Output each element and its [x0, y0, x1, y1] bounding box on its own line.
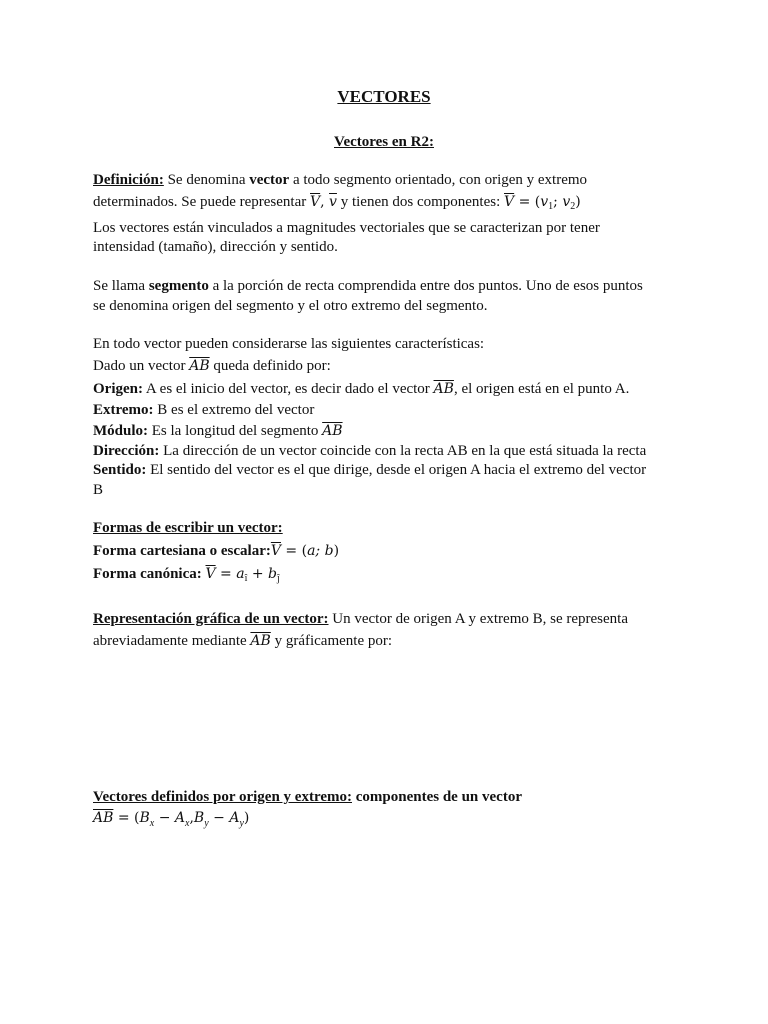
characteristics-intro: En todo vector pueden considerarse las siguientes características: — [93, 336, 485, 352]
math: = ( — [113, 810, 140, 826]
math: , — [189, 810, 194, 826]
math-A: A — [174, 810, 186, 826]
label-cartesiana: Forma cartesiana o escalar: — [93, 543, 271, 559]
math-v-bar: $\overline{v}$ — [329, 194, 337, 210]
math-v2: v — [562, 194, 571, 210]
math-AB-bar: $\overline{AB}$ — [93, 810, 114, 826]
origin-end-formula — [93, 809, 249, 829]
math-AB-bar: $\overline{AB}$ — [250, 633, 271, 649]
definition-line-1 — [93, 171, 587, 189]
text: B es el extremo del vector — [153, 402, 315, 418]
math: , — [320, 194, 330, 210]
text: queda definido por: — [209, 358, 331, 374]
characteristic-sentido-cont: B — [93, 482, 104, 498]
math: = — [215, 566, 237, 582]
text: , el origen está en el punto A. — [453, 381, 630, 397]
subscript-i: î — [244, 573, 248, 584]
math: − — [154, 810, 175, 826]
characteristic-modulo — [93, 422, 343, 440]
origin-end-heading-line — [93, 788, 522, 806]
text: La dirección de un vector coincide con la recta AB en la que está situada la recta — [159, 443, 647, 459]
math-B: B — [193, 810, 205, 826]
text: Se llama — [93, 278, 149, 294]
bold-term-segmento: segmento — [148, 278, 209, 294]
forms-heading: Formas de escribir un vector: — [93, 520, 283, 536]
math-a: a — [236, 566, 245, 582]
math-AB-bar: $\overline{AB}$ — [322, 423, 343, 439]
math-V-bar: $\overline{V}$ — [205, 566, 216, 582]
text: Es la longitud del segmento — [148, 423, 323, 439]
label-origen: Origen: — [93, 381, 143, 397]
definition-heading: Definición: — [93, 172, 164, 188]
subscript: 2 — [570, 201, 576, 212]
form-canonica — [93, 565, 280, 585]
label-canonica: Forma canónica: — [93, 566, 206, 582]
definition-line-2 — [93, 193, 581, 213]
math-A: A — [229, 810, 240, 826]
characteristic-extremo — [93, 401, 314, 419]
origin-end-heading: Vectores definidos por origen y extremo: — [93, 789, 352, 805]
text: y gráficamente por: — [270, 633, 393, 649]
text: a todo segmento orientado, con origen y extremo — [289, 172, 588, 188]
label-sentido: Sentido: — [93, 462, 147, 478]
math: ) — [333, 543, 340, 559]
segment-line-2: se denomina origen del segmento y el otro extremo del segmento. — [93, 298, 488, 314]
label-modulo: Módulo: — [93, 423, 149, 439]
segment-line-1 — [93, 277, 643, 295]
math: ) — [575, 194, 581, 210]
math-B: B — [139, 810, 150, 826]
math-AB-bar: $\overline{AB}$ — [433, 381, 454, 397]
math: = ( — [514, 194, 541, 210]
label-extremo: Extremo: — [93, 402, 154, 418]
math-V-bar: $\overline{V}$ — [310, 194, 321, 210]
characteristic-origen — [93, 380, 629, 398]
math-b: b — [268, 566, 277, 582]
definition-line-4: intensidad (tamaño), dirección y sentido. — [93, 239, 338, 255]
math: ) — [243, 810, 250, 826]
characteristics-dado — [93, 357, 331, 375]
text: Dado un vector — [93, 358, 190, 374]
subscript-x: x — [149, 818, 155, 829]
math: ; — [553, 194, 563, 210]
math-AB-bar: $\overline{AB}$ — [189, 358, 210, 374]
math: − — [208, 810, 230, 826]
math: = ( — [280, 543, 308, 559]
text: determinados. Se puede representar — [93, 194, 310, 210]
text: Un vector de origen A y extremo B, se representa — [328, 611, 629, 627]
subscript-j: ĵ — [277, 573, 280, 584]
representation-line-2 — [93, 632, 392, 650]
subscript: 1 — [548, 201, 554, 212]
text: El sentido del vector es el que dirige, desde el origen A hacia el extremo del vector — [146, 462, 647, 478]
characteristic-direccion — [93, 442, 646, 460]
text: abreviadamente mediante — [93, 633, 251, 649]
text: y tienen dos componentes: — [336, 194, 505, 210]
definition-line-3: Los vectores están vinculados a magnitudes vectoriales que se caracterizan por tener — [93, 220, 600, 236]
text: A es el inicio del vector, es decir dado el vector — [143, 381, 434, 397]
characteristic-sentido — [93, 461, 646, 479]
page-title: VECTORES — [337, 87, 431, 106]
representation-line-1 — [93, 610, 628, 628]
math-v1: v — [540, 194, 549, 210]
form-cartesiana — [93, 542, 339, 560]
subscript-y: y — [239, 818, 244, 829]
subscript-x: x — [185, 818, 190, 829]
label-direccion: Dirección: — [93, 443, 160, 459]
representation-heading: Representación gráfica de un vector: — [93, 611, 329, 627]
math-ab: a; b — [307, 543, 334, 559]
text: componentes de un vector — [352, 789, 522, 805]
math-V-bar: $\overline{V}$ — [504, 194, 515, 210]
bold-term-vector: vector — [249, 172, 290, 188]
subscript-y: y — [204, 818, 209, 829]
math: + — [247, 566, 269, 582]
section-subtitle: Vectores en R2: — [334, 134, 434, 150]
math-V-bar: $\overline{V}$ — [270, 543, 281, 559]
text: a la porción de recta comprendida entre dos puntos. Uno de esos puntos — [208, 278, 643, 294]
text: Se denomina — [163, 172, 250, 188]
